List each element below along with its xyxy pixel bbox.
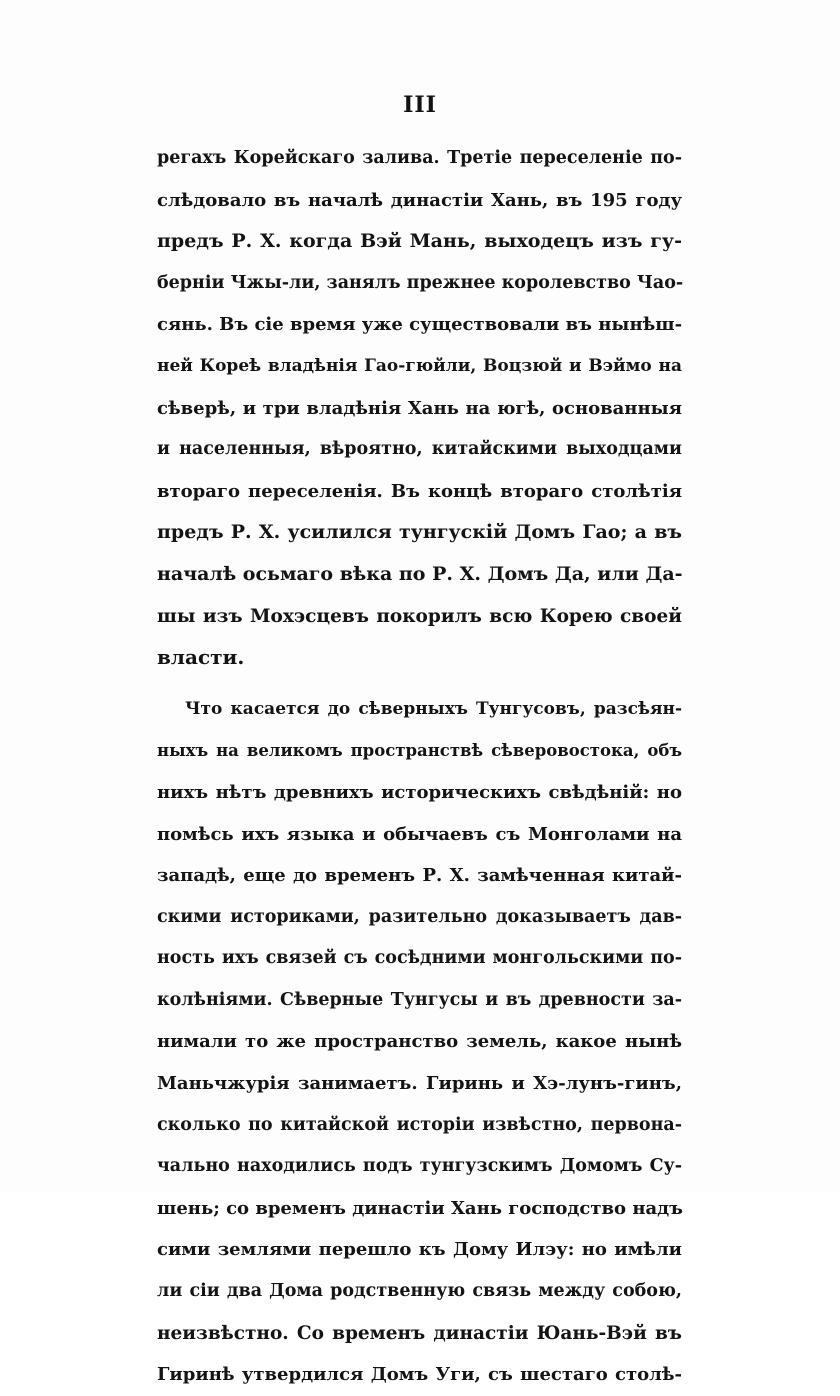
paragraph: [157, 138, 682, 679]
text-line: нихъ нѣтъ древнихъ историческихъ свѣдѣній: но: [157, 781, 682, 803]
text-line: шы изъ Мохэсцевъ покорилъ всю Корею своей: [157, 605, 682, 627]
text-line: берніи Чжы-ли, занялъ прежнее королевство Чао-: [157, 272, 684, 293]
text-line: предъ Р. Х. когда Вэй Мань, выходецъ изъ гу-: [157, 230, 682, 253]
text-line: втораго переселенія. Въ концѣ втораго столѣтія: [157, 480, 682, 502]
text-line: сянь. Въ сіе время уже существовали въ нынѣш-: [157, 314, 683, 336]
text-line: ней Кореѣ владѣнія Гао-гюйли, Воцзюй и Вэймо на: [157, 355, 682, 376]
text-line: сѣверѣ, и три владѣнія Хань на югѣ, основанныя: [157, 397, 682, 419]
text-line: чально находились подъ тунгузскимъ Домомъ Су-: [157, 1156, 682, 1177]
text-line: Что касается до сѣверныхъ Тунгусовъ, разсѣян-: [185, 698, 682, 719]
text-line: и населенныя, вѣроятно, китайскими выходцами: [157, 439, 682, 460]
text-line: регахъ Корейскаго залива. Третіе переселеніе по-: [157, 148, 682, 168]
text-line: предъ Р. Х. усилился тунгускій Домъ Гао; а въ: [157, 521, 682, 544]
text-line: неизвѣстно. Со временъ династіи Юань-Вэй въ: [157, 1322, 682, 1344]
text-line: западѣ, еще до временъ Р. Х. замѣченная китай-: [157, 865, 682, 887]
text-line: сколько по китайской исторіи извѣстно, первона-: [157, 1114, 682, 1135]
text-line: сими землями перешло къ Дому Илэу: но имѣли: [157, 1239, 682, 1261]
text-line: нимали то же пространство земель, какое нынѣ: [157, 1031, 682, 1053]
text-line: ность ихъ связей съ сосѣдними монгольскими по-: [157, 948, 682, 969]
text-line: помѣсь ихъ языка и обычаевъ съ Монголами на: [157, 823, 682, 845]
text-line: власти.: [157, 645, 245, 670]
text-line: Гиринѣ утвердился Домъ Уги, съ шестаго столѣ-: [157, 1364, 682, 1386]
text-line: началѣ осьмаго вѣка по Р. Х. Домъ Да, или Да-: [157, 562, 683, 585]
paragraph-gap: [157, 679, 682, 689]
text-line: колѣніями. Сѣверные Тунгусы и въ древности за-: [157, 989, 682, 1010]
paragraph: [157, 689, 682, 1396]
body-text: [157, 138, 682, 1396]
text-line: Маньчжурія занимаетъ. Гиринь и Хэ-лунъ-гинъ,: [157, 1073, 682, 1095]
text-line: слѣдовало въ началѣ династіи Хань, въ 195 году: [157, 189, 682, 211]
page-number: III: [403, 92, 437, 118]
text-line: шень; со временъ династіи Хань господство надъ: [157, 1197, 683, 1219]
text-line: ныхъ на великомъ пространствѣ сѣверовостока, объ: [157, 741, 682, 761]
text-line: скими историками, разительно доказываетъ дав-: [157, 906, 682, 927]
text-line: ли сіи два Дома родственную связь между собою,: [157, 1281, 682, 1302]
